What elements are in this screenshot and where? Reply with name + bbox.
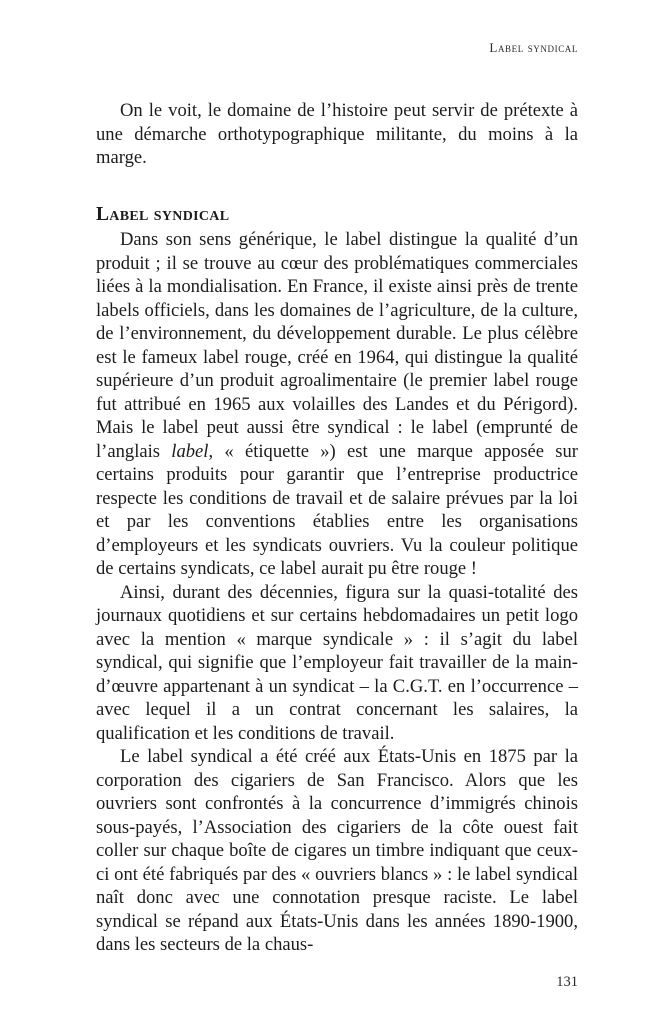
paragraph-1-text-b: , « étiquette ») est une marque apposée sur certains produits pour garantir que l’entreprise productrice respecte les conditions de travail et de salaire prévues par la loi et par les conventions établies entre les organisations d’employeurs et les syndicats ouvriers. Vu la couleur politique de certains syndicats, ce label aurait pu être rouge ! <box>96 440 578 579</box>
paragraph-1 <box>96 228 578 581</box>
paragraph-2: Ainsi, durant des décennies, figura sur la quasi-totalité des journaux quotidiens et sur certains hebdomadaires un petit logo avec la mention « marque syndicale » : il s’agit du label syndical, qui signifie que l’employeur fait travailler de la main-d’œuvre appartenant à un syndicat – la C.G.T. en l’occurrence – avec lequel il a un contrat concernant les salaires, la qualification et les conditions de travail. <box>96 581 578 744</box>
section-heading: Label syndical <box>96 204 230 225</box>
intro-block <box>96 99 578 170</box>
paragraph-1-text-a: Dans son sens générique, le label distingue la qualité d’un produit ; il se trouve au cœur des problématiques commerciales liées à la mondialisation. En France, il existe ainsi près de trente labels officiels, dans les domaines de l’agriculture, de la culture, de l’environnement, du développement durable. Le plus célèbre est le fameux label rouge, créé en 1964, qui distingue la qualité supérieure d’un produit agroalimentaire (le premier label rouge fut attribué en 1965 aux volailles des Landes et du Périgord). Mais le label peut aussi être syndical : le label (emprunté de l’anglais <box>96 229 578 462</box>
paragraph-1-italic-term: label <box>171 440 209 462</box>
paragraph-3: Le label syndical a été créé aux États-Unis en 1875 par la corporation des cigariers de San Francisco. Alors que les ouvriers sont confrontés à la concurrence d’immigrés chinois sous-payés, l’Association des cigariers de la côte ouest fait coller sur chaque boîte de cigares un timbre indiquant que ceux-ci ont été fabriqués par des « ouvriers blancs » : le label syndical naît donc avec une connotation presque raciste. Le label syndical se répand aux États-Unis dans les années 1890-1900, dans les secteurs de la chaus- <box>96 746 578 955</box>
section-label-syndical <box>96 202 578 957</box>
running-head: Label syndical <box>489 40 578 55</box>
intro-paragraph: On le voit, le domaine de l’histoire peut servir de prétexte à une démarche orthotypographique militante, du moins à la marge. <box>96 100 578 168</box>
page-number: 131 <box>556 974 578 990</box>
